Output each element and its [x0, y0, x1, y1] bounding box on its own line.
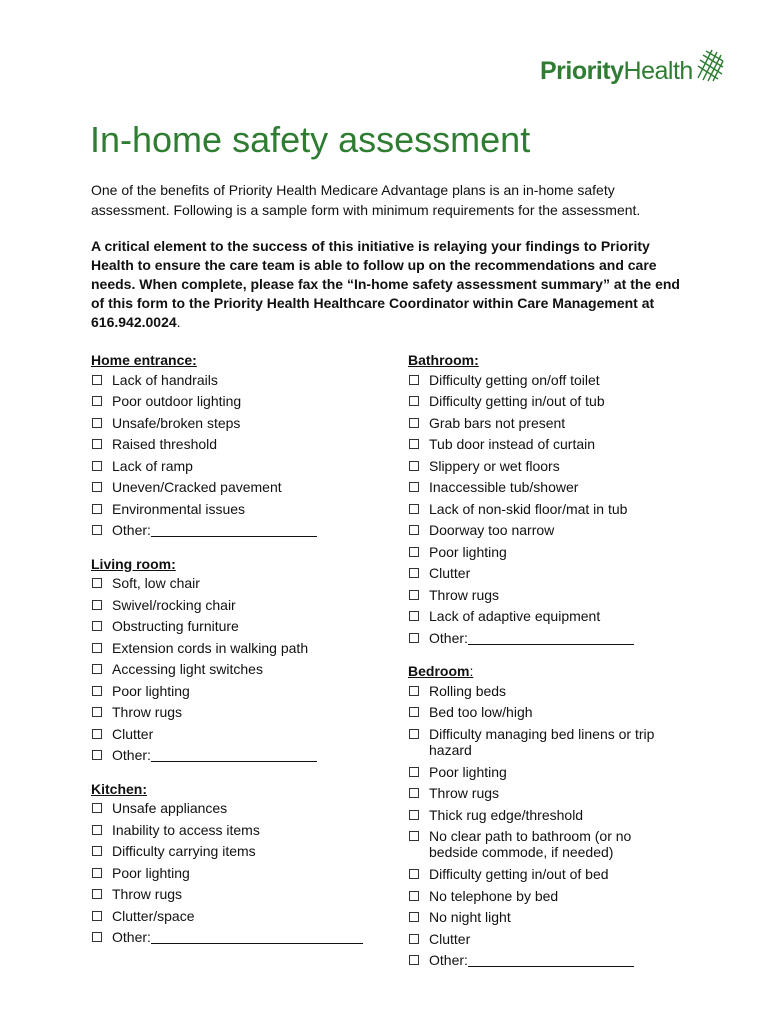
checkbox[interactable] [92, 889, 102, 899]
checklist-item-other[interactable]: Other: [408, 630, 708, 652]
checklist-item[interactable]: Difficulty carrying items [91, 843, 371, 865]
checkbox[interactable] [92, 439, 102, 449]
logo-grid-icon [694, 48, 724, 82]
checklist-item[interactable]: No night light [408, 909, 708, 931]
instructions-tail: . [176, 314, 181, 330]
checklist-item[interactable]: Inability to access items [91, 822, 371, 844]
checkbox[interactable] [92, 418, 102, 428]
checklist-item[interactable]: Clutter [91, 726, 371, 748]
checklist-item[interactable]: Raised threshold [91, 436, 371, 458]
checkbox[interactable] [409, 482, 419, 492]
checkbox[interactable] [409, 912, 419, 922]
checklist-item[interactable]: Slippery or wet floors [408, 458, 708, 480]
checkbox[interactable] [92, 621, 102, 631]
checklist-item[interactable]: Unsafe appliances [91, 800, 371, 822]
checkbox[interactable] [409, 547, 419, 557]
checklist-item[interactable]: Rolling beds [408, 683, 708, 705]
checkbox[interactable] [92, 911, 102, 921]
priority-health-logo [540, 48, 724, 84]
checklist-item[interactable]: Lack of handrails [91, 372, 371, 394]
checkbox[interactable] [409, 568, 419, 578]
checklist-item[interactable]: Difficulty managing bed linens or trip hazard [408, 726, 708, 764]
checklist-item[interactable]: Throw rugs [91, 886, 371, 908]
checkbox[interactable] [92, 525, 102, 535]
other-fill-line[interactable] [151, 522, 317, 537]
checklist-item[interactable]: Lack of adaptive equipment [408, 608, 708, 630]
checklist-item[interactable]: Tub door instead of curtain [408, 436, 708, 458]
other-fill-line[interactable] [151, 747, 317, 762]
checkbox[interactable] [409, 831, 419, 841]
checkbox[interactable] [92, 686, 102, 696]
checklist-item[interactable]: Inaccessible tub/shower [408, 479, 708, 501]
checklist-item[interactable]: Poor outdoor lighting [91, 393, 371, 415]
checkbox[interactable] [409, 418, 419, 428]
checkbox[interactable] [409, 461, 419, 471]
checklist-item[interactable]: Lack of non-skid floor/mat in tub [408, 501, 708, 523]
checkbox[interactable] [92, 504, 102, 514]
checkbox[interactable] [92, 750, 102, 760]
checkbox[interactable] [409, 686, 419, 696]
checklist-item[interactable]: Unsafe/broken steps [91, 415, 371, 437]
checklist-item[interactable]: Soft, low chair [91, 575, 371, 597]
checkbox[interactable] [409, 788, 419, 798]
checklist-item[interactable]: Bed too low/high [408, 704, 708, 726]
section-title-kitchen: Kitchen: [91, 780, 147, 797]
checklist-item[interactable]: Poor lighting [91, 865, 371, 887]
checkbox[interactable] [409, 439, 419, 449]
bedroom-title-colon: : [469, 663, 474, 679]
other-fill-line[interactable] [468, 630, 634, 645]
checklist-item[interactable]: Poor lighting [91, 683, 371, 705]
checklist-item[interactable]: Throw rugs [91, 704, 371, 726]
checkbox[interactable] [409, 955, 419, 965]
checklist-item[interactable]: Clutter/space [91, 908, 371, 930]
checkbox[interactable] [409, 891, 419, 901]
checklist-item[interactable]: No telephone by bed [408, 888, 708, 910]
checkbox[interactable] [409, 729, 419, 739]
checklist-item[interactable]: Accessing light switches [91, 661, 371, 683]
checkbox[interactable] [92, 396, 102, 406]
checklist-item[interactable]: Poor lighting [408, 544, 708, 566]
bedroom-title-text: Bedroom [408, 663, 470, 679]
checklist-item[interactable]: Poor lighting [408, 764, 708, 786]
checklist-item[interactable]: Throw rugs [408, 587, 708, 609]
checkbox[interactable] [409, 504, 419, 514]
checkbox[interactable] [92, 461, 102, 471]
checklist-item[interactable]: Extension cords in walking path [91, 640, 371, 662]
logo-text [540, 59, 693, 84]
right-column [408, 350, 708, 974]
page-title: In-home safety assessment [90, 119, 531, 160]
checkbox[interactable] [409, 767, 419, 777]
logo-text-priority: Priority [540, 57, 624, 85]
checklist-item[interactable]: Doorway too narrow [408, 522, 708, 544]
checklist-item-other[interactable]: Other: [91, 522, 371, 544]
other-fill-line[interactable] [468, 952, 634, 967]
section-title-home-entrance: Home entrance: [91, 352, 197, 368]
checklist-item[interactable]: Grab bars not present [408, 415, 708, 437]
checklist-item[interactable]: Swivel/rocking chair [91, 597, 371, 619]
intro-paragraph: One of the benefits of Priority Health Medicare Advantage plans is an in-home safety assessment. Following is a sample form with minimum requirements for the assessment. [91, 182, 641, 218]
checklist-item[interactable]: Clutter [408, 931, 708, 953]
checkbox[interactable] [409, 869, 419, 879]
other-fill-line[interactable] [151, 929, 363, 944]
checkbox[interactable] [92, 729, 102, 739]
checklist-item[interactable]: Uneven/Cracked pavement [91, 479, 371, 501]
instructions-text: A critical element to the success of this initiative is relaying your findings to Priority Health to ensure the care team is able to follow up on the recommendations and care needs. When complete, please fax the “In-home safety assessment summary” at the end of this form to the Priority Health Healthcare Coordinator within Care Management at 616.942.0024 [91, 238, 680, 330]
checkbox[interactable] [409, 396, 419, 406]
checkbox[interactable] [92, 803, 102, 813]
checkbox[interactable] [409, 810, 419, 820]
section-title-living-room: Living room: [91, 555, 176, 572]
checkbox[interactable] [92, 707, 102, 717]
checkbox[interactable] [92, 482, 102, 492]
checkbox[interactable] [92, 578, 102, 588]
checkbox[interactable] [409, 611, 419, 621]
checklist-item[interactable]: Lack of ramp [91, 458, 371, 480]
checkbox[interactable] [92, 600, 102, 610]
instructions-paragraph [91, 237, 691, 332]
checkbox[interactable] [92, 643, 102, 653]
checkbox[interactable] [92, 846, 102, 856]
checkbox[interactable] [92, 932, 102, 942]
checklist-item[interactable]: Difficulty getting on/off toilet [408, 372, 708, 394]
checklist-item[interactable]: Environmental issues [91, 501, 371, 523]
checklist-item[interactable]: No clear path to bathroom (or no bedside commode, if needed) [408, 828, 708, 866]
checkbox[interactable] [92, 664, 102, 674]
checkbox[interactable] [409, 707, 419, 717]
checkbox[interactable] [409, 590, 419, 600]
checklist-item[interactable]: Throw rugs [408, 785, 708, 807]
checklist-item[interactable]: Clutter [408, 565, 708, 587]
checkbox[interactable] [409, 934, 419, 944]
checkbox[interactable] [92, 868, 102, 878]
checkbox[interactable] [409, 525, 419, 535]
section-title-bathroom: Bathroom: [408, 352, 479, 368]
checkbox[interactable] [409, 633, 419, 643]
checkbox[interactable] [92, 825, 102, 835]
checklist-item-other[interactable]: Other: [91, 747, 371, 769]
checklist-item[interactable]: Difficulty getting in/out of bed [408, 866, 708, 888]
checkbox[interactable] [92, 375, 102, 385]
left-column [91, 350, 371, 951]
checklist-item-other[interactable]: Other: [91, 929, 371, 951]
checklist-item[interactable]: Difficulty getting in/out of tub [408, 393, 708, 415]
checklist-item[interactable]: Thick rug edge/threshold [408, 807, 708, 829]
checklist-item[interactable]: Obstructing furniture [91, 618, 371, 640]
section-title-bedroom [408, 661, 708, 683]
logo-text-health: Health [623, 57, 693, 85]
checklist-item-other[interactable]: Other: [408, 952, 708, 974]
checkbox[interactable] [409, 375, 419, 385]
